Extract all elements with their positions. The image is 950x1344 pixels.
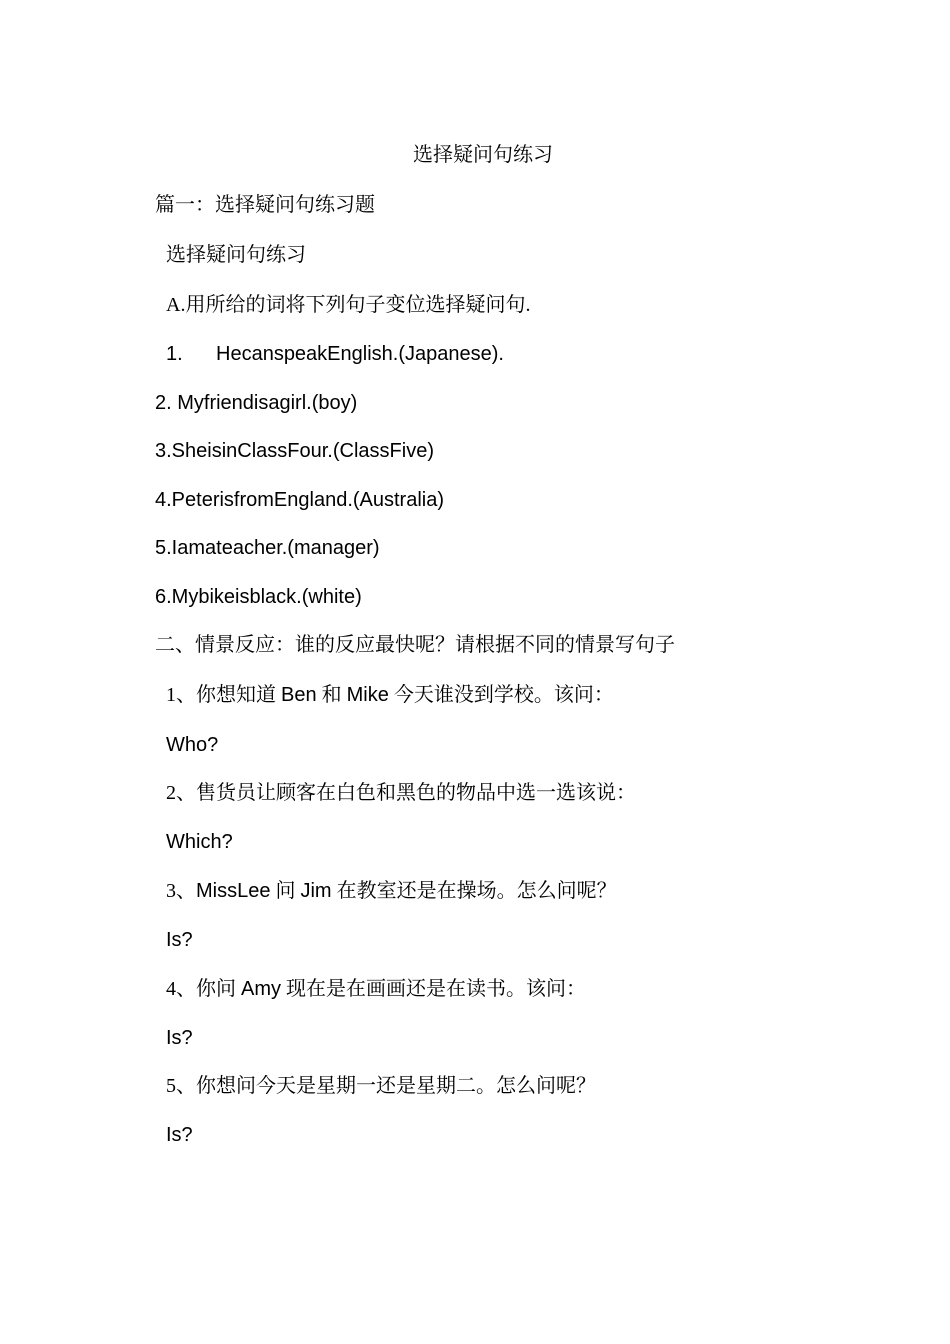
s2-4-pre: 4、你问 bbox=[166, 978, 241, 1000]
partA-item-5: 5.Iamateacher.(manager) bbox=[155, 537, 380, 559]
section2-item-3-prompt bbox=[166, 878, 617, 904]
section2-item-2-prompt: 2、售货员让顾客在白色和黑色的物品中选一选该说： bbox=[166, 782, 636, 804]
partA-item-3: 3.SheisinClassFour.(ClassFive) bbox=[155, 440, 434, 462]
s2-1-mid: 和 bbox=[316, 684, 347, 706]
partA-item-1-number: 1. bbox=[166, 343, 183, 365]
section2-heading: 二、情景反应：谁的反应最快呢？请根据不同的情景写句子 bbox=[155, 634, 675, 656]
s2-3-post: 在教室还是在操场。怎么问呢？ bbox=[331, 880, 617, 902]
partA-item-1-text: HecanspeakEnglish.(Japanese). bbox=[216, 343, 504, 365]
s2-4-en1: Amy bbox=[241, 978, 281, 1000]
section2-item-4-prompt bbox=[166, 976, 586, 1002]
s2-3-pre: 3、 bbox=[166, 880, 196, 902]
s2-1-en2: Mike bbox=[346, 684, 389, 706]
section2-item-4-answer: Is? bbox=[166, 1027, 193, 1049]
s2-3-en2: Jim bbox=[300, 880, 332, 902]
section2-item-5-answer: Is? bbox=[166, 1124, 193, 1146]
partA-item-1 bbox=[166, 341, 504, 367]
partA-item-4: 4.PeterisfromEngland.(Australia) bbox=[155, 489, 445, 511]
partA-item-2: 2. Myfriendisagirl.(boy) bbox=[155, 392, 358, 414]
partA-item-6: 6.Mybikeisblack.(white) bbox=[155, 586, 362, 608]
section2-item-2-answer: Which? bbox=[166, 831, 233, 853]
s2-1-en1: Ben bbox=[281, 684, 317, 706]
section1-heading: 篇一：选择疑问句练习题 bbox=[155, 194, 375, 216]
s2-1-pre: 1、你想知道 bbox=[166, 684, 281, 706]
section2-item-5-prompt: 5、你想问今天是星期一还是星期二。怎么问呢？ bbox=[166, 1075, 596, 1097]
document-title: 选择疑问句练习 bbox=[413, 144, 553, 166]
section1-subheading: 选择疑问句练习 bbox=[166, 244, 306, 266]
s2-3-en1: MissLee bbox=[196, 880, 271, 902]
section2-item-1-prompt bbox=[166, 682, 614, 708]
s2-1-post: 今天谁没到学校。该问： bbox=[388, 684, 614, 706]
partA-instruction: A.用所给的词将下列句子变位选择疑问句. bbox=[166, 294, 531, 316]
section2-item-1-answer: Who? bbox=[166, 734, 219, 756]
section2-item-3-answer: Is? bbox=[166, 929, 193, 951]
s2-4-post: 现在是在画画还是在读书。该问： bbox=[281, 978, 586, 1000]
s2-3-mid: 问 bbox=[270, 880, 301, 902]
